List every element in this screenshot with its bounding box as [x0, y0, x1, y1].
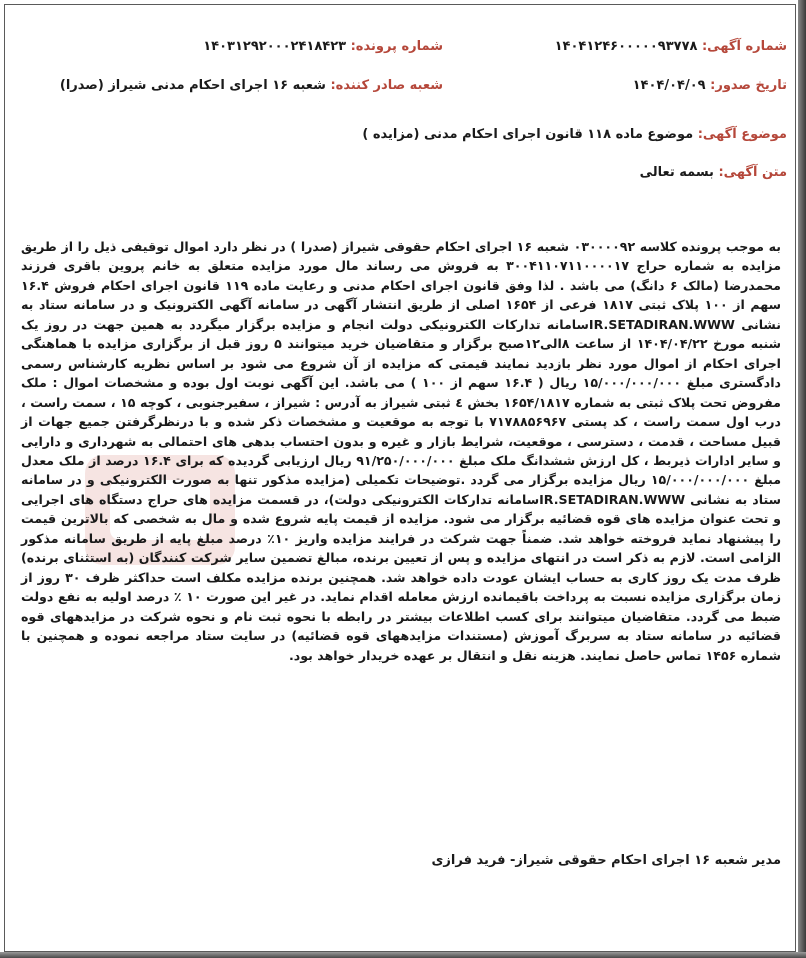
issuing-branch-value: شعبه ۱۶ اجرای احکام مدنی شیراز (صدرا) — [59, 78, 326, 93]
issuing-branch-label: شعبه صادر کننده: — [330, 78, 443, 93]
case-number-label: شماره پرونده: — [350, 39, 443, 54]
notice-number-value: ۱۴۰۴۱۲۴۶۰۰۰۰۰۹۳۷۷۸ — [554, 39, 698, 54]
issue-date-label: تاریخ صدور: — [710, 78, 787, 93]
notice-number — [555, 39, 787, 54]
opening-phrase: بسمه تعالی — [639, 165, 714, 180]
notice-document — [4, 4, 796, 952]
notice-text-label: متن آگهی: — [718, 165, 787, 180]
issuing-branch — [60, 78, 443, 93]
bottom-edge-shadow — [0, 952, 806, 958]
signature: مدیر شعبه ۱۶ اجرای احکام حقوقی شیراز- فرید فرازی — [431, 853, 781, 868]
issue-date — [633, 78, 787, 93]
notice-subject — [362, 127, 787, 142]
notice-subject-label: موضوع آگهی: — [697, 127, 787, 142]
notice-subject-value: موضوع ماده ۱۱۸ قانون اجرای احکام مدنی (مزایده ) — [362, 127, 694, 142]
notice-number-label: شماره آگهی: — [701, 39, 787, 54]
right-edge-shadow — [798, 0, 806, 958]
issue-date-value: ۱۴۰۴/۰۴/۰۹ — [632, 78, 706, 93]
notice-text-heading — [640, 165, 787, 180]
notice-body: به موجب پرونده کلاسه ۰۳۰۰۰۰۹۲ شعبه ۱۶ اجرای احکام حقوقی شیراز (صدرا ) در نظر دارد اموال توقیفی ذیل را از طریق مزایده به شماره حراج ۳۰۰۴۱۱۰۷۱۱۰۰۰۰۱۷ به فروش می رساند مال مورد مزایده متعلق به خانم پروین باقری فرزند محمدرضا (مالک ۶ دانگ) می باشد . لذا وفق قانون اجرای احکام مدنی و رعایت ماده ۱۱۹ قانون اجرای احکام فروش ۱۶.۴ سهم از ۱۰۰ پلاک ثبتی ۱۸۱۷ فرعی از ۱۶۵۴ اصلی از طریق انتشار آگهی در سامانه آگهی الکترونیک و در سامانه ستاد به نشانی IR.SETADIRAN.WWWسامانه تدارکات الکترونیکی دولت انجام و مزایده برگزار میگردد به همین جهت در روز یک شنبه مورخ ۱۴۰۴/۰۴/۲۲ از ساعت ۸الی۱۲صبح برگزار و متقاضیان خرید میتوانند ۵ روز قبل از برگزاری مزایده با هماهنگی اجرای احکام از اموال مورد نظر بازدید نمایند قیمتی که مزایده از آن شروع می شود بر اساس نظریه کارشناس رسمی دادگستری مبلغ ۱۵/۰۰۰/۰۰۰/۰۰۰ ریال ( ۱۶.۴ سهم از ۱۰۰ ) می باشد. این آگهی نوبت اول بوده و مشخصات اموال : ملک مفروض تحت پلاک ثبتی به شماره ۱۶۵۴/۱۸۱۷ بخش ٤ ثبتی شیراز به آدرس : شیراز ، سفیرجنوبی ، کوچه ۱۵ ، سمت راست ، درب اول سمت راست ، کد پستی ۷۱۷۸۸۵۶۹۶۷ با توجه به موقعیت و مشخصات ذکر شده و با درنظرگرفتن جمیع جهات از قبیل مساحت ، قدمت ، دسترسی ، موقعیت، شرایط بازار و غیره و بدون احتساب بدهی های احتمالی به شهرداری و دارایی و سایر ادارات ذیربط ، کل ارزش ششدانگ ملک مبلغ ۹۱/۲۵۰/۰۰۰/۰۰۰ ریال ارزیابی گردیده که برای ۱۶.۴ درصد از ملک معدل مبلغ ۱۵/۰۰۰/۰۰۰/۰۰۰ ریال مزایده برگزار می گردد .توضیحات تکمیلی (مزایده مذکور تنها به صورت الکترونیکی و در سامانه ستاد به نشانی IR.SETADIRAN.WWWسامانه تدارکات الکترونیکی دولت)، در قسمت مزایده های حراج دستگاه های اجرایی و تحت عنوان مزایده های قوه قضائیه برگزار می شود. مزایده از قیمت پایه شروع شده و مال به شخصی که بالاترین قیمت را پیشنهاد نماید فروخته خواهد شد. ضمناً جهت شرکت در فرایند مزایده واریز ۱۰٪ درصد مبلغ پایه از طریق سامانه مذکور الزامی است. لازم به ذکر است در انتهای مزایده و پس از تعیین برنده، مبالغ تضمین سایر شرکت کنندگان (به استثنای برنده) ظرف مدت یک روز کاری به حساب ایشان عودت داده خواهد شد. همچنین برنده مزایده مکلف است حداکثر ظرف ۳۰ روز از زمان برگزاری مزایده نسبت به پرداخت باقیمانده ارزش معامله اقدام نماید. در غیر این صورت ۱۰ ٪ درصد اولیه به نفع دولت ضبط می گردد. متقاضیان میتوانند برای کسب اطلاعات بیشتر در رابطه با نحوه ثبت نام و نحوه شرکت در مزایدههای قوه قضائیه در سامانه ستاد به سربرگ آموزش (مستندات مزایدههای قوه قضائیه) در سایت ستاد مراجعه نموده و همچنین با شماره ۱۴۵۶ تماس حاصل نمایند. هزینه نقل و انتقال بر عهده خریدار خواهد بود. — [21, 239, 782, 663]
case-number — [203, 39, 443, 54]
case-number-value: ۱۴۰۳۱۲۹۲۰۰۰۲۴۱۸۴۲۳ — [203, 39, 347, 54]
